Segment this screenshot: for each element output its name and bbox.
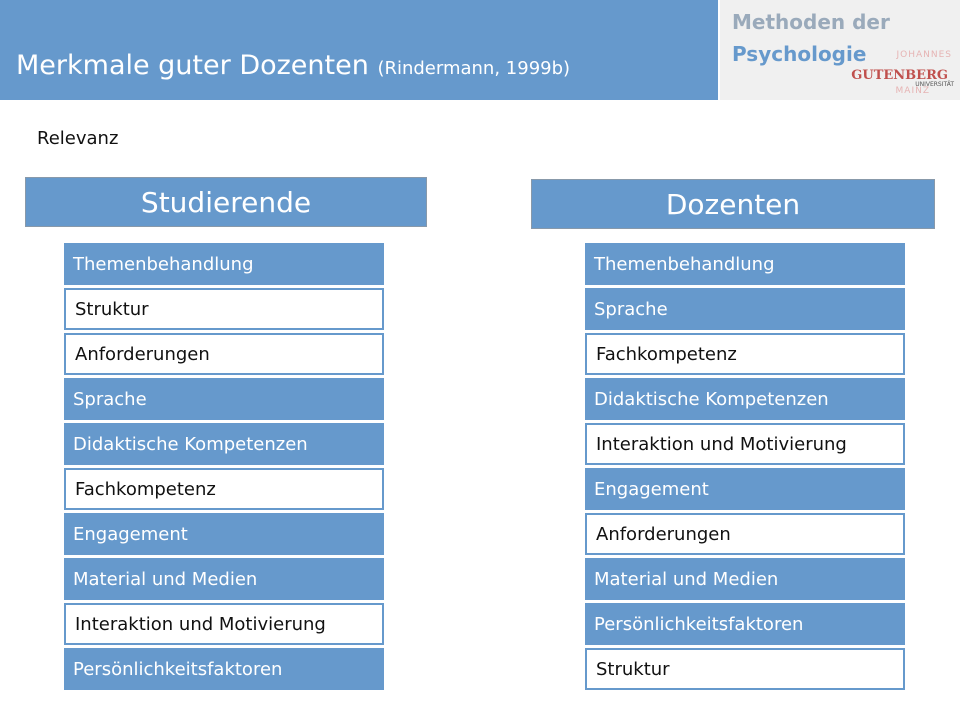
ranking-item: Fachkompetenz xyxy=(64,468,384,510)
ranking-item: Didaktische Kompetenzen xyxy=(64,423,384,465)
ranking-item: Engagement xyxy=(585,468,905,510)
ranking-item: Themenbehandlung xyxy=(585,243,905,285)
ranking-item: Anforderungen xyxy=(585,513,905,555)
students-ranking-list xyxy=(64,243,384,693)
logo-line-methoden: Methoden der xyxy=(732,10,890,34)
seal-main-text: GUTENBERG xyxy=(851,68,948,83)
ranking-item: Persönlichkeitsfaktoren xyxy=(585,603,905,645)
seal-bottom-text: MAINZ xyxy=(895,86,930,96)
ranking-item: Sprache xyxy=(64,378,384,420)
lecturers-ranking-list xyxy=(585,243,905,693)
slide-title-text: Merkmale guter Dozenten xyxy=(16,50,369,81)
ranking-item: Engagement xyxy=(64,513,384,555)
university-seal-logo xyxy=(851,50,956,98)
title-bar xyxy=(0,0,718,100)
slide-title xyxy=(16,50,570,81)
ranking-item: Persönlichkeitsfaktoren xyxy=(64,648,384,690)
ranking-item: Didaktische Kompetenzen xyxy=(585,378,905,420)
ranking-item: Fachkompetenz xyxy=(585,333,905,375)
relevance-label: Relevanz xyxy=(37,128,119,149)
seal-top-text: JOHANNES xyxy=(896,50,952,60)
students-header: Studierende xyxy=(25,177,427,227)
slide-title-citation: (Rindermann, 1999b) xyxy=(377,58,571,79)
ranking-item: Material und Medien xyxy=(64,558,384,600)
ranking-item: Anforderungen xyxy=(64,333,384,375)
ranking-item: Themenbehandlung xyxy=(64,243,384,285)
ranking-item: Material und Medien xyxy=(585,558,905,600)
ranking-item: Sprache xyxy=(585,288,905,330)
ranking-item: Interaktion und Motivierung xyxy=(64,603,384,645)
seal-sub-text: UNIVERSITÄT xyxy=(915,81,954,88)
logo-line-psychologie: Psychologie xyxy=(732,42,867,66)
ranking-item: Interaktion und Motivierung xyxy=(585,423,905,465)
ranking-item: Struktur xyxy=(585,648,905,690)
logo-panel xyxy=(720,0,960,100)
lecturers-header: Dozenten xyxy=(531,179,935,229)
ranking-item: Struktur xyxy=(64,288,384,330)
